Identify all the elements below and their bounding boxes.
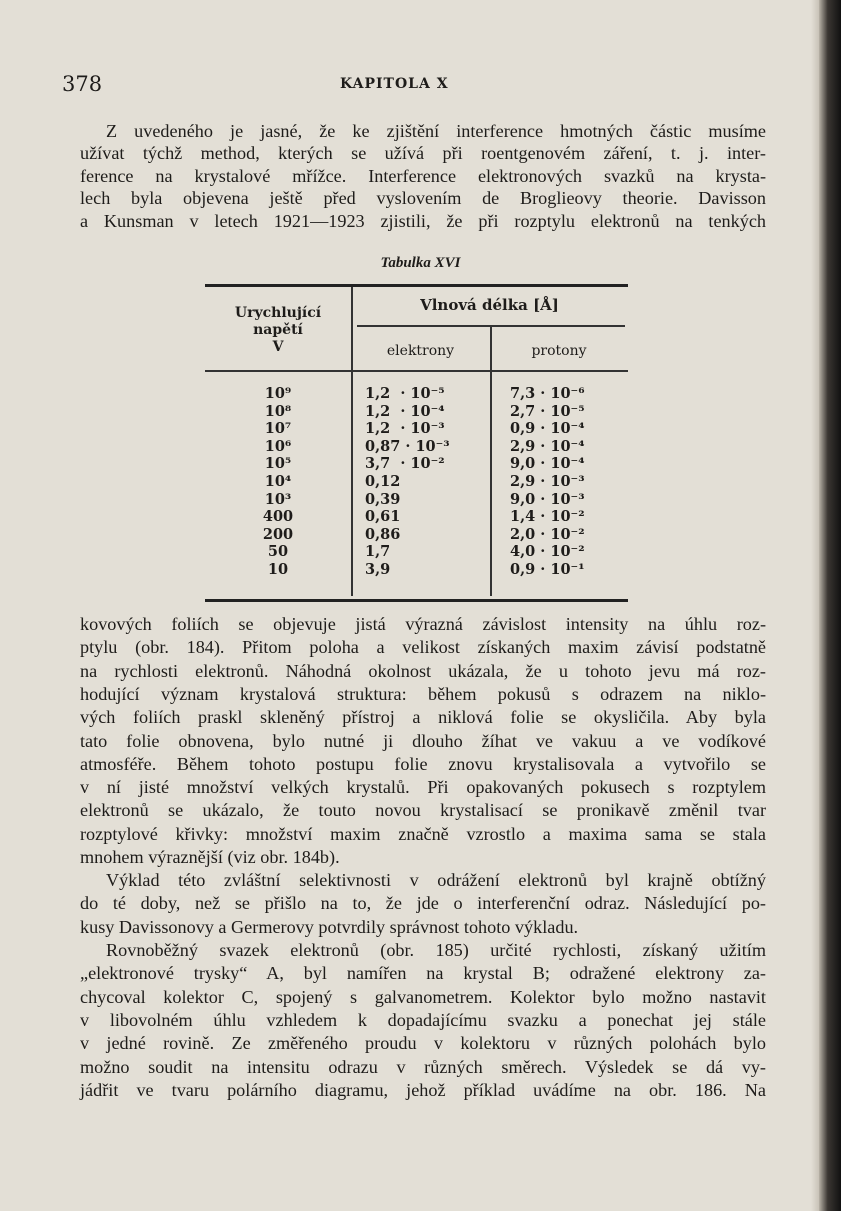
column-divider — [490, 327, 492, 596]
text-line: Rovnoběžný svazek elektronů (obr. 185) určité rychlosti, získaný užitím — [106, 940, 766, 960]
table-cell-voltage: 200 — [262, 525, 294, 543]
text-line: chycoval kolektor C, spojený s galvanometrem. Kolektor bylo možno nastavit — [80, 986, 766, 1007]
text-line: rozptylové křivky: množství maxim značně vzrostlo a maxima sama se stala — [80, 823, 766, 844]
voltage-header — [205, 305, 351, 356]
table-cell-voltage: 10 — [267, 561, 289, 578]
table-cell-voltage: 400 — [262, 508, 294, 526]
text-line: a Kunsman v letech 1921—1923 zjistili, že při rozptylu elektronů na tenkých — [80, 210, 766, 231]
text-line: kovových foliích se objevuje jistá výrazná závislost intensity na úhlu roz- — [80, 614, 766, 634]
text-line: kusy Davissonovy a Germerovy potvrdily správnost tohoto výkladu. — [80, 916, 579, 937]
table-cell-voltage: 50 — [267, 543, 289, 561]
wavelength-table — [205, 284, 628, 602]
text-line: tato folie obnovena, bylo nutné ji dlouho žíhat ve vakuu a ve vodíkové — [80, 730, 766, 751]
book-binding-edge — [819, 0, 841, 1211]
header-rule — [205, 370, 628, 372]
table-cell-electrons: 1,7 — [365, 543, 391, 561]
table-cell-protons: 9,0 · 10⁻³ — [510, 490, 585, 508]
table-caption: Tabulka XVI — [380, 255, 461, 271]
table-cell-voltage: 10⁴ — [264, 473, 292, 490]
table-cell-protons: 0,9 · 10⁻¹ — [510, 561, 585, 578]
text-line: v libovolném úhlu vzhledem k dopadajícímu svazku a ponechat jej stále — [80, 1009, 766, 1030]
text-line: hodující význam krystalová struktura: během pokusů s odrazem na niklo- — [80, 683, 766, 704]
text-line: ptylu (obr. 184). Přitom poloha a velikost získaných maxim závisí podstatně — [80, 637, 766, 658]
text-line: v ní jisté množství velkých krystalů. Při opakovaných pokusech s rozptylem — [80, 777, 766, 798]
table-cell-electrons: 3,7 · 10⁻² — [365, 455, 445, 473]
table-cell-electrons: 0,61 — [365, 508, 401, 526]
table-cell-electrons: 1,2 · 10⁻⁴ — [365, 402, 445, 420]
text-line: atmosféře. Během tohoto postupu folie znovu krystalisovala a vytvořilo se — [80, 753, 766, 774]
running-header: KAPITOLA X — [340, 76, 449, 92]
text-line: „elektronové trysky“ A, byl namířen na krystal B; odražené elektrony za- — [80, 963, 766, 984]
table-cell-voltage: 10⁹ — [264, 385, 292, 402]
table-cell-electrons: 0,12 — [365, 473, 401, 490]
table-cell-voltage: 10³ — [264, 490, 292, 508]
table-cell-voltage: 10⁶ — [264, 437, 292, 455]
text-line: ference na krystalové mřížce. Interference elektronových svazků na krysta- — [80, 165, 766, 186]
text-line: do té doby, než se přišlo na to, že jde o interferenční odraz. Následující po- — [80, 893, 766, 914]
table-cell-protons: 4,0 · 10⁻² — [510, 543, 585, 561]
table-cell-electrons: 1,2 · 10⁻³ — [365, 420, 445, 438]
text-line: Z uvedeného je jasné, že ke zjištění interference hmotných částic musíme — [106, 121, 766, 141]
table-cell-protons: 0,9 · 10⁻⁴ — [510, 420, 585, 438]
text-line: na rychlosti elektronů. Náhodná okolnost ukázala, že u tohoto jevu má roz- — [80, 660, 766, 681]
text-line: v jedné rovině. Ze změřeného proudu v kolektoru v různých polohách bylo — [80, 1033, 766, 1054]
table-cell-protons: 1,4 · 10⁻² — [510, 508, 585, 526]
protons-header: protony — [531, 343, 587, 359]
text-line: elektronů se ukázalo, že touto novou krystalisací se pronikavě změnil tvar — [80, 800, 766, 821]
table-cell-voltage: 10⁸ — [264, 402, 292, 420]
table-cell-protons: 2,9 · 10⁻⁴ — [510, 437, 585, 455]
page-gutter-shadow — [811, 0, 819, 1211]
table-cell-electrons: 3,9 — [365, 561, 391, 578]
text-line: Výklad této zvláštní selektivnosti v odrážení elektronů byl krajně obtížný — [106, 870, 766, 890]
text-line: mnohem výraznější (viz obr. 184b). — [80, 847, 340, 867]
page-number: 378 — [62, 72, 103, 96]
column-divider — [351, 287, 353, 596]
table-cell-electrons: 0,87 · 10⁻³ — [365, 437, 450, 455]
table-cell-protons: 9,0 · 10⁻⁴ — [510, 455, 585, 473]
table-cell-protons: 2,9 · 10⁻³ — [510, 473, 585, 490]
table-cell-electrons: 0,39 — [365, 490, 401, 508]
header-line: Urychlující — [234, 305, 322, 321]
text-line: vých foliích praskl skleněný přístroj a niklová folie se okysličila. Aby byla — [80, 707, 766, 728]
table-cell-voltage: 10⁷ — [264, 420, 292, 438]
wavelength-group-header: Vlnová délka [Å] — [420, 296, 559, 314]
header-line: napětí — [253, 322, 303, 338]
text-line: možno soudit na intensitu odrazu v různých směrech. Výsledek se dá vy- — [80, 1056, 766, 1077]
table-cell-electrons: 0,86 — [365, 525, 401, 543]
group-header-rule — [357, 325, 625, 327]
table-cell-electrons: 1,2 · 10⁻⁵ — [365, 385, 445, 402]
table-cell-protons: 2,0 · 10⁻² — [510, 525, 585, 543]
text-line: jádřit ve tvaru polárního diagramu, jehož příklad uvádíme na obr. 186. Na — [80, 1079, 766, 1100]
text-line: lech byla objevena ještě před vyslovením de Broglieovy theorie. Davisson — [80, 188, 766, 209]
electrons-header: elektrony — [386, 343, 455, 359]
text-line: užívat týchž method, kterých se užívá při roentgenovém záření, t. j. inter- — [80, 143, 766, 164]
table-cell-protons: 2,7 · 10⁻⁵ — [510, 402, 585, 420]
table-cell-voltage: 10⁵ — [264, 455, 292, 473]
table-cell-protons: 7,3 · 10⁻⁶ — [510, 385, 585, 402]
header-line: V — [272, 339, 284, 355]
